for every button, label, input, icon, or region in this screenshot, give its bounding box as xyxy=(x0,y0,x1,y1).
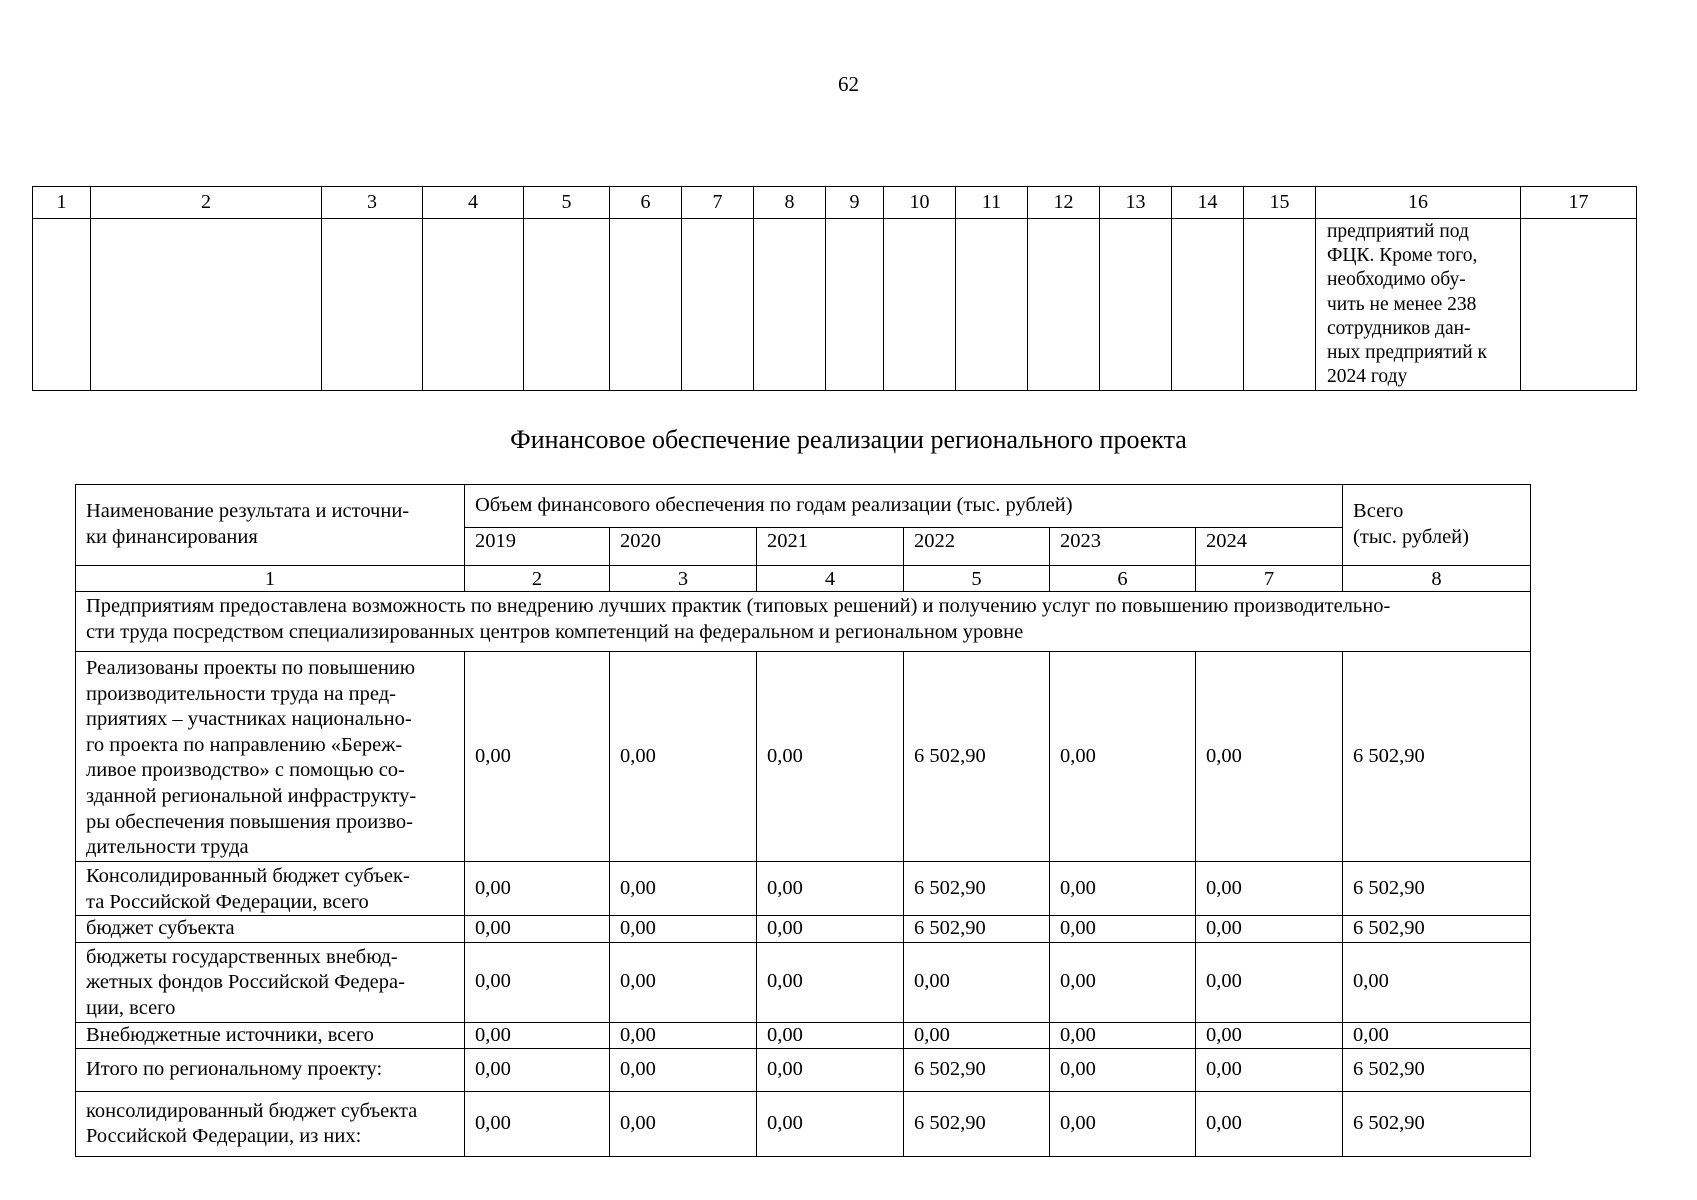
financing-table xyxy=(75,484,1531,1157)
value-cell: 0,00 xyxy=(1050,1092,1196,1157)
empty-cell xyxy=(610,219,682,391)
text-line: ФЦК. Кроме того, xyxy=(1327,245,1478,267)
value-cell: 0,00 xyxy=(1196,1049,1343,1092)
value-cell: 0,00 xyxy=(610,942,757,1022)
text-line: бюджет субъекта xyxy=(86,917,235,940)
empty-cell xyxy=(754,219,826,391)
value-cell: 0,00 xyxy=(1343,942,1531,1022)
empty-cell xyxy=(682,219,754,391)
col-number: 14 xyxy=(1172,187,1244,219)
value-cell: 6 502,90 xyxy=(1343,916,1531,943)
table-row xyxy=(76,1092,1531,1157)
empty-cell xyxy=(91,219,322,391)
value-cell: 6 502,90 xyxy=(904,862,1050,916)
text-line: го проекта по направлению «Береж- xyxy=(86,733,403,756)
value-cell: 0,00 xyxy=(465,942,610,1022)
text-line: Предприятиям предоставлена возможность по внедрению лучших практик (типовых решений) и получению услуг по повышению производительно- xyxy=(86,595,1391,617)
text-line: (тыс. рублей) xyxy=(1353,526,1469,548)
value-cell: 6 502,90 xyxy=(904,1092,1050,1157)
empty-cell xyxy=(826,219,884,391)
text-line: жетных фондов Российской Федера- xyxy=(86,971,405,994)
text-line: бюджеты государственных внебюд- xyxy=(86,945,398,968)
empty-cell xyxy=(1100,219,1172,391)
value-cell: 0,00 xyxy=(465,916,610,943)
value-cell: 0,00 xyxy=(1050,1049,1196,1092)
value-cell: 0,00 xyxy=(1050,916,1196,943)
page-number: 62 xyxy=(838,72,859,96)
value-cell: 0,00 xyxy=(465,652,610,862)
empty-cell xyxy=(1172,219,1244,391)
year-header: 2023 xyxy=(1050,528,1196,566)
col-number: 13 xyxy=(1100,187,1172,219)
empty-cell xyxy=(884,219,956,391)
continuation-table xyxy=(32,186,1637,391)
result-description xyxy=(76,592,1531,652)
value-cell: 0,00 xyxy=(610,916,757,943)
value-cell: 0,00 xyxy=(465,1022,610,1049)
text-line: чить не менее 238 xyxy=(1327,293,1477,315)
value-cell: 0,00 xyxy=(1196,1092,1343,1157)
value-cell: 0,00 xyxy=(1050,652,1196,862)
year-header: 2021 xyxy=(757,528,904,566)
text-line: Реализованы проекты по повышению xyxy=(86,657,416,679)
row-label xyxy=(76,1022,465,1049)
table-row xyxy=(76,652,1531,862)
table-row xyxy=(33,219,1637,391)
text-line: консолидированный бюджет субъекта xyxy=(86,1099,418,1122)
col-number: 9 xyxy=(826,187,884,219)
text-line: Внебюджетные источники, всего xyxy=(86,1023,374,1046)
table-row xyxy=(76,916,1531,943)
value-cell: 0,00 xyxy=(757,942,904,1022)
total-header xyxy=(1343,485,1531,566)
header-row xyxy=(76,485,1531,528)
value-cell: 0,00 xyxy=(465,862,610,916)
text-line: необходимо обу- xyxy=(1327,269,1466,291)
row-label xyxy=(76,1049,465,1092)
col-number: 5 xyxy=(904,566,1050,592)
empty-cell xyxy=(423,219,524,391)
text-line: ры обеспечения повышения произво- xyxy=(86,810,413,833)
value-cell: 6 502,90 xyxy=(1343,1049,1531,1092)
col-number: 3 xyxy=(610,566,757,592)
text-line: производительности труда на пред- xyxy=(86,682,396,705)
value-cell: 6 502,90 xyxy=(904,652,1050,862)
text-line: ных предприятий к xyxy=(1327,342,1487,364)
col-number: 1 xyxy=(33,187,91,219)
value-cell: 0,00 xyxy=(610,862,757,916)
value-cell: 0,00 xyxy=(1196,942,1343,1022)
text-line: приятиях – участниках национально- xyxy=(86,708,412,731)
value-cell: 0,00 xyxy=(1343,1022,1531,1049)
value-cell: 0,00 xyxy=(610,1022,757,1049)
col-number: 8 xyxy=(754,187,826,219)
text-line: сотрудников дан- xyxy=(1327,317,1471,339)
col-number: 17 xyxy=(1521,187,1637,219)
text-line: Российской Федерации, из них: xyxy=(86,1125,362,1148)
text-line: 2024 году xyxy=(1327,366,1408,388)
col-number: 11 xyxy=(956,187,1028,219)
value-cell: 0,00 xyxy=(904,942,1050,1022)
column-number-row xyxy=(76,566,1531,592)
empty-cell xyxy=(322,219,423,391)
col-number: 7 xyxy=(1196,566,1343,592)
value-cell: 0,00 xyxy=(757,916,904,943)
year-header: 2020 xyxy=(610,528,757,566)
year-header: 2019 xyxy=(465,528,610,566)
empty-cell xyxy=(1028,219,1100,391)
col-number: 8 xyxy=(1343,566,1531,592)
col-number: 12 xyxy=(1028,187,1100,219)
text-line: Консолидированный бюджет субъек- xyxy=(86,865,410,887)
year-header: 2022 xyxy=(904,528,1050,566)
row-label xyxy=(76,942,465,1022)
value-cell: 0,00 xyxy=(757,862,904,916)
text-line: ливое производство» с помощью со- xyxy=(86,759,405,782)
col-number: 2 xyxy=(465,566,610,592)
value-cell: 0,00 xyxy=(1196,916,1343,943)
value-cell: 0,00 xyxy=(1196,652,1343,862)
col-number: 15 xyxy=(1244,187,1316,219)
value-cell: 0,00 xyxy=(1196,1022,1343,1049)
col-number: 3 xyxy=(322,187,423,219)
table-row xyxy=(76,1022,1531,1049)
value-cell: 0,00 xyxy=(465,1049,610,1092)
name-column-header xyxy=(76,485,465,566)
value-cell: 0,00 xyxy=(610,1092,757,1157)
text-line: зданной региональной инфраструкту- xyxy=(86,784,417,807)
value-cell: 0,00 xyxy=(610,652,757,862)
text-line: Наименование результата и источни- xyxy=(86,500,410,523)
year-header: 2024 xyxy=(1196,528,1343,566)
text-line: ки финансирования xyxy=(86,526,258,548)
value-cell: 6 502,90 xyxy=(1343,862,1531,916)
col16-note xyxy=(1316,219,1521,391)
col-number: 4 xyxy=(423,187,524,219)
col-number: 5 xyxy=(524,187,610,219)
value-cell: 0,00 xyxy=(1050,862,1196,916)
value-cell: 6 502,90 xyxy=(1343,652,1531,862)
row-label xyxy=(76,652,465,862)
value-cell: 0,00 xyxy=(465,1092,610,1157)
value-cell: 0,00 xyxy=(904,1022,1050,1049)
col-number: 6 xyxy=(1050,566,1196,592)
text-line: предприятий под xyxy=(1327,221,1469,242)
value-cell: 0,00 xyxy=(1050,942,1196,1022)
text-line: сти труда посредством специализированных центров компетенций на федеральном и региональном уровне xyxy=(86,620,1024,643)
value-cell: 6 502,90 xyxy=(904,1049,1050,1092)
section-title: Финансовое обеспечение реализации регионального проекта xyxy=(510,425,1187,454)
text-line: ции, всего xyxy=(86,996,176,1019)
empty-cell xyxy=(524,219,610,391)
text-line: Итого по региональному проекту: xyxy=(86,1058,383,1081)
result-row xyxy=(76,592,1531,652)
value-cell: 0,00 xyxy=(610,1049,757,1092)
col-number: 6 xyxy=(610,187,682,219)
text-line: Всего xyxy=(1353,500,1404,523)
col-number: 1 xyxy=(76,566,465,592)
col-number: 16 xyxy=(1316,187,1521,219)
col-number: 10 xyxy=(884,187,956,219)
value-cell: 6 502,90 xyxy=(1343,1092,1531,1157)
empty-cell xyxy=(33,219,91,391)
value-cell: 0,00 xyxy=(757,1022,904,1049)
empty-cell xyxy=(956,219,1028,391)
col-number: 7 xyxy=(682,187,754,219)
value-cell: 0,00 xyxy=(1050,1022,1196,1049)
value-cell: 6 502,90 xyxy=(904,916,1050,943)
empty-cell xyxy=(1521,219,1637,391)
value-cell: 0,00 xyxy=(1196,862,1343,916)
volume-header: Объем финансового обеспечения по годам реализации (тыс. рублей) xyxy=(465,485,1343,528)
row-label xyxy=(76,862,465,916)
column-number-row xyxy=(33,187,1637,219)
text-line: дительности труда xyxy=(86,836,249,859)
col-number: 2 xyxy=(91,187,322,219)
text-line: та Российской Федерации, всего xyxy=(86,890,369,913)
table-row xyxy=(76,1049,1531,1092)
value-cell: 0,00 xyxy=(757,1092,904,1157)
empty-cell xyxy=(1244,219,1316,391)
row-label xyxy=(76,1092,465,1157)
table-row xyxy=(76,862,1531,916)
row-label xyxy=(76,916,465,943)
col-number: 4 xyxy=(757,566,904,592)
value-cell: 0,00 xyxy=(757,1049,904,1092)
value-cell: 0,00 xyxy=(757,652,904,862)
table-row xyxy=(76,942,1531,1022)
